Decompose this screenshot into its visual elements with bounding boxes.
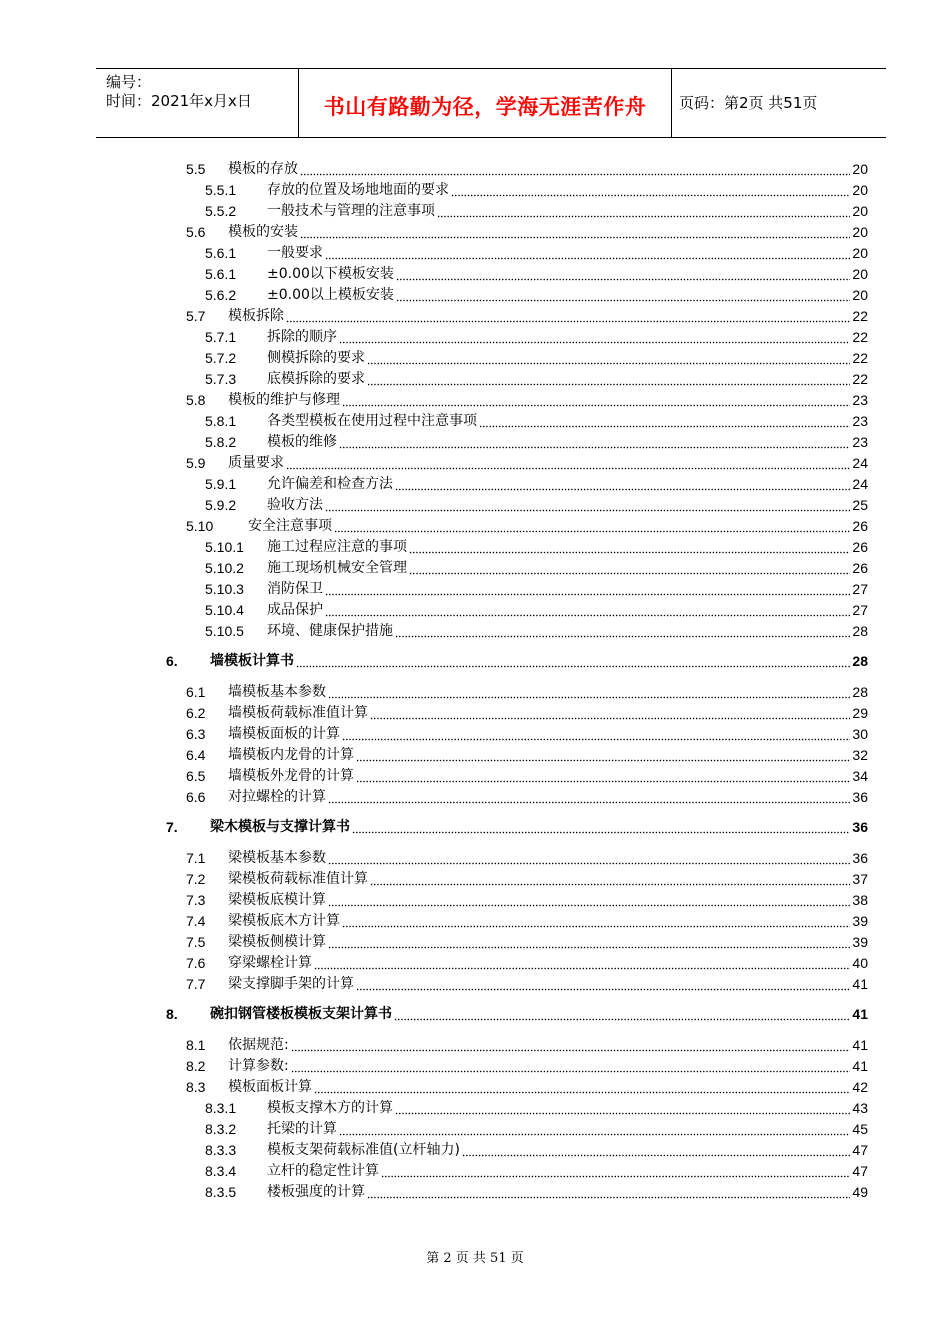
toc-entry-page: 26 <box>852 518 868 534</box>
toc-dot-leader <box>291 1035 851 1055</box>
toc-entry-title: 模板的维修 <box>267 434 337 450</box>
toc-entry-page: 41 <box>852 976 868 992</box>
toc-entry-number: 5.10.3 <box>205 581 244 597</box>
toc-entry-page: 20 <box>852 266 868 282</box>
toc-entry-title: 依据规范: <box>228 1037 289 1053</box>
toc-entry[interactable] <box>186 1077 868 1097</box>
toc-entry-page: 39 <box>852 913 868 929</box>
toc-entry-number: 7.7 <box>186 976 206 992</box>
toc-dot-leader <box>342 390 850 410</box>
toc-entry-number: 6.2 <box>186 705 206 721</box>
toc-entry-page: 37 <box>852 871 868 887</box>
toc-dot-leader <box>339 327 850 347</box>
toc-entry-title: 一般要求 <box>267 245 323 261</box>
toc-entry-page: 36 <box>852 789 868 805</box>
toc-entry[interactable] <box>186 703 868 723</box>
toc-entry-page: 39 <box>852 934 868 950</box>
toc-entry-page: 23 <box>852 434 868 450</box>
toc-entry-number: 6.1 <box>186 684 206 700</box>
toc-entry[interactable] <box>205 1140 868 1160</box>
toc-entry[interactable] <box>186 724 868 744</box>
toc-entry-page: 34 <box>852 768 868 784</box>
toc-dot-leader <box>462 1140 850 1160</box>
toc-entry[interactable] <box>186 911 868 931</box>
toc-entry-number: 5.8.2 <box>205 434 237 450</box>
toc-entry[interactable] <box>205 1098 868 1118</box>
toc-entry-page: 26 <box>852 560 868 576</box>
toc-entry-number: 8. <box>166 1006 178 1022</box>
toc-entry[interactable] <box>205 537 868 557</box>
toc-entry[interactable] <box>205 621 868 641</box>
toc-entry-title: 墙模板外龙骨的计算 <box>228 768 354 784</box>
toc-entry-number: 8.3.5 <box>205 1184 237 1200</box>
toc-entry-title: 侧模拆除的要求 <box>267 350 365 366</box>
toc-dot-leader <box>300 222 850 242</box>
toc-entry[interactable] <box>205 474 868 494</box>
toc-entry-page: 28 <box>852 684 868 700</box>
toc-entry-page: 24 <box>852 476 868 492</box>
toc-entry-number: 5.10.5 <box>205 623 244 639</box>
toc-entry-number: 5.6.2 <box>205 287 237 303</box>
toc-entry-page: 47 <box>852 1163 868 1179</box>
toc-entry-title: 模板的存放 <box>228 161 298 177</box>
toc-dot-leader <box>367 1182 850 1202</box>
toc-entry-title: 计算参数: <box>228 1058 289 1074</box>
toc-entry-title: 允许偏差和检查方法 <box>267 476 393 492</box>
toc-entry[interactable] <box>205 411 868 431</box>
toc-entry-page: 20 <box>852 161 868 177</box>
toc-entry[interactable] <box>205 285 868 305</box>
toc-entry-title: 成品保护 <box>267 602 323 618</box>
toc-entry[interactable] <box>186 890 868 910</box>
toc-dot-leader <box>342 724 850 744</box>
toc-entry-page: 41 <box>852 1037 868 1053</box>
toc-entry-title: 梁模板基本参数 <box>228 850 326 866</box>
toc-entry-number: 7.3 <box>186 892 206 908</box>
toc-dot-leader <box>328 848 850 868</box>
toc-entry-page: 47 <box>852 1142 868 1158</box>
toc-entry-page: 29 <box>852 705 868 721</box>
toc-entry[interactable] <box>186 159 868 179</box>
toc-entry-page: 23 <box>852 392 868 408</box>
toc-entry[interactable] <box>205 264 868 284</box>
toc-entry-number: 5.7.3 <box>205 371 237 387</box>
toc-entry-title: 对拉螺栓的计算 <box>228 789 326 805</box>
toc-entry-number: 5.6.1 <box>205 245 237 261</box>
toc-dot-leader <box>328 932 850 952</box>
toc-entry-page: 36 <box>852 850 868 866</box>
toc-dot-leader <box>325 495 850 515</box>
toc-entry-page: 41 <box>852 1058 868 1074</box>
toc-entry-title: 模板拆除 <box>228 308 284 324</box>
toc-entry-number: 8.3.2 <box>205 1121 237 1137</box>
toc-entry-title: 模板的安装 <box>228 224 298 240</box>
toc-entry-title: 立杆的稳定性计算 <box>267 1163 379 1179</box>
toc-entry[interactable] <box>186 974 868 994</box>
toc-entry-number: 5.5 <box>186 161 206 177</box>
toc-entry[interactable] <box>205 579 868 599</box>
toc-dot-leader <box>395 621 850 641</box>
toc-entry[interactable] <box>205 243 868 263</box>
toc-entry-title: 施工过程应注意的事项 <box>267 539 407 555</box>
toc-dot-leader <box>314 1077 850 1097</box>
toc-entry-page: 20 <box>852 245 868 261</box>
toc-entry-title: 质量要求 <box>228 455 284 471</box>
toc-entry-number: 5.9.1 <box>205 476 237 492</box>
toc-entry[interactable] <box>205 327 868 347</box>
toc-entry-page: 25 <box>852 497 868 513</box>
toc-dot-leader <box>296 651 850 671</box>
toc-entry-page: 49 <box>852 1184 868 1200</box>
toc-entry-page: 26 <box>852 539 868 555</box>
toc-dot-leader <box>451 180 850 200</box>
toc-entry-number: 8.2 <box>186 1058 206 1074</box>
toc-dot-leader <box>300 159 850 179</box>
toc-dot-leader <box>370 869 850 889</box>
toc-dot-leader <box>356 745 850 765</box>
toc-entry-number: 5.10.4 <box>205 602 244 618</box>
toc-entry-number: 7. <box>166 819 178 835</box>
toc-entry-page: 22 <box>852 308 868 324</box>
toc-entry-title: 拆除的顺序 <box>267 329 337 345</box>
toc-entry-number: 5.10.2 <box>205 560 244 576</box>
toc-entry-page: 23 <box>852 413 868 429</box>
toc-dot-leader <box>409 537 850 557</box>
toc-entry-page: 20 <box>852 182 868 198</box>
toc-entry-title: 安全注意事项 <box>248 518 332 534</box>
toc-entry-number: 8.1 <box>186 1037 206 1053</box>
toc-entry-title: 墙模板内龙骨的计算 <box>228 747 354 763</box>
toc-entry-number: 7.6 <box>186 955 206 971</box>
toc-dot-leader <box>314 953 850 973</box>
toc-entry-title: 验收方法 <box>267 497 323 513</box>
toc-dot-leader <box>381 1161 850 1181</box>
toc-dot-leader <box>286 453 850 473</box>
toc-entry-page: 24 <box>852 455 868 471</box>
toc-entry-title: ±0.00以上模板安装 <box>267 287 394 303</box>
toc-entry-page: 43 <box>852 1100 868 1116</box>
toc-entry-page: 28 <box>852 653 868 669</box>
toc-dot-leader <box>325 600 850 620</box>
toc-dot-leader <box>437 201 850 221</box>
toc-entry-number: 5.9.2 <box>205 497 237 513</box>
toc-entry-page: 38 <box>852 892 868 908</box>
toc-dot-leader <box>328 787 850 807</box>
toc-dot-leader <box>409 558 850 578</box>
toc-entry[interactable] <box>186 766 868 786</box>
toc-dot-leader <box>396 264 851 284</box>
toc-entry-page: 22 <box>852 329 868 345</box>
toc-entry[interactable] <box>166 817 868 837</box>
toc-entry-title: 环境、健康保护措施 <box>267 623 393 639</box>
toc-entry-number: 8.3.3 <box>205 1142 237 1158</box>
toc-entry[interactable] <box>205 348 868 368</box>
toc-dot-leader <box>394 1004 850 1024</box>
toc-entry[interactable] <box>186 953 868 973</box>
toc-entry-title: 墙模板计算书 <box>210 653 294 669</box>
toc-entry-title: 各类型模板在使用过程中注意事项 <box>267 413 477 429</box>
toc-entry-title: 墙模板基本参数 <box>228 684 326 700</box>
toc-dot-leader <box>286 306 850 326</box>
toc-entry[interactable] <box>205 1182 868 1202</box>
toc-dot-leader <box>395 474 850 494</box>
toc-entry-number: 5.10 <box>186 518 214 534</box>
toc-entry[interactable] <box>186 516 868 536</box>
toc-entry-page: 32 <box>852 747 868 763</box>
toc-entry-number: 5.6.1 <box>205 266 237 282</box>
toc-entry-page: 40 <box>852 955 868 971</box>
toc-entry-number: 6.4 <box>186 747 206 763</box>
toc-entry-title: 墙模板面板的计算 <box>228 726 340 742</box>
toc-dot-leader <box>342 911 850 931</box>
toc-entry-number: 5.7.2 <box>205 350 237 366</box>
toc-entry-page: 20 <box>852 203 868 219</box>
toc-entry[interactable] <box>166 1004 868 1024</box>
toc-entry-title: 施工现场机械安全管理 <box>267 560 407 576</box>
toc-entry-number: 7.5 <box>186 934 206 950</box>
toc-dot-leader <box>291 1056 851 1076</box>
toc-entry[interactable] <box>205 369 868 389</box>
toc-entry-title: 梁模板侧模计算 <box>228 934 326 950</box>
page-footer: 第 2 页 共 51 页 <box>426 1251 524 1266</box>
toc-entry[interactable] <box>186 390 868 410</box>
toc-entry-title: 存放的位置及场地地面的要求 <box>267 182 449 198</box>
toc-entry-number: 5.8 <box>186 392 206 408</box>
toc-dot-leader <box>328 890 850 910</box>
date-label: 时间：2021年x月x日 <box>106 92 252 110</box>
toc-entry[interactable] <box>166 651 868 671</box>
toc-dot-leader <box>367 348 850 368</box>
toc-dot-leader <box>325 243 850 263</box>
toc-entry-title: 梁模板荷载标准值计算 <box>228 871 368 887</box>
toc-dot-leader <box>339 1119 850 1139</box>
toc-entry-page: 20 <box>852 287 868 303</box>
toc-dot-leader <box>479 411 850 431</box>
toc-entry[interactable] <box>186 453 868 473</box>
toc-entry-number: 5.9 <box>186 455 206 471</box>
toc-entry-title: 楼板强度的计算 <box>267 1184 365 1200</box>
toc-entry[interactable] <box>205 495 868 515</box>
toc-entry-number: 5.5.1 <box>205 182 237 198</box>
toc-entry[interactable] <box>205 201 868 221</box>
toc-entry-title: 梁模板底木方计算 <box>228 913 340 929</box>
toc-entry-page: 22 <box>852 371 868 387</box>
toc-entry-number: 5.7 <box>186 308 206 324</box>
toc-entry-title: 模板支架荷载标准值(立杆轴力) <box>267 1142 460 1158</box>
toc-dot-leader <box>356 974 850 994</box>
toc-dot-leader <box>352 817 850 837</box>
toc-entry[interactable] <box>186 932 868 952</box>
toc-entry[interactable] <box>186 848 868 868</box>
toc-entry-page: 30 <box>852 726 868 742</box>
toc-entry[interactable] <box>186 787 868 807</box>
header-page-number: 页码：第2页 共51页 <box>679 94 818 112</box>
toc-entry-number: 6.5 <box>186 768 206 784</box>
toc-entry-number: 5.10.1 <box>205 539 244 555</box>
toc-dot-leader <box>334 516 850 536</box>
toc-entry[interactable] <box>186 869 868 889</box>
toc-entry-number: 8.3.4 <box>205 1163 237 1179</box>
toc-entry-number: 6.6 <box>186 789 206 805</box>
toc-entry[interactable] <box>186 745 868 765</box>
toc-entry[interactable] <box>205 1161 868 1181</box>
toc-entry-page: 20 <box>852 224 868 240</box>
toc-entry[interactable] <box>186 306 868 326</box>
toc-entry-number: 8.3 <box>186 1079 206 1095</box>
toc-entry-page: 36 <box>852 819 868 835</box>
toc-entry[interactable] <box>186 1035 868 1055</box>
toc-entry-title: 底模拆除的要求 <box>267 371 365 387</box>
toc-entry-title: 墙模板荷载标准值计算 <box>228 705 368 721</box>
toc-dot-leader <box>339 432 850 452</box>
toc-entry-title: 模板支撑木方的计算 <box>267 1100 393 1116</box>
header-motto: 书山有路勤为径，学海无涯苦作舟 <box>323 94 647 119</box>
toc-dot-leader <box>325 579 850 599</box>
toc-entry-title: 梁模板底模计算 <box>228 892 326 908</box>
toc-entry-number: 7.4 <box>186 913 206 929</box>
toc-entry-page: 27 <box>852 602 868 618</box>
toc-entry-number: 7.1 <box>186 850 206 866</box>
toc-dot-leader <box>395 1098 850 1118</box>
toc-entry-title: 梁木模板与支撑计算书 <box>210 819 350 835</box>
toc-entry-number: 6.3 <box>186 726 206 742</box>
toc-dot-leader <box>328 682 850 702</box>
toc-entry-title: 消防保卫 <box>267 581 323 597</box>
toc-entry-title: 穿梁螺栓计算 <box>228 955 312 971</box>
toc-entry[interactable] <box>205 1119 868 1139</box>
toc-entry-page: 28 <box>852 623 868 639</box>
toc-dot-leader <box>370 703 850 723</box>
toc-entry-title: 模板面板计算 <box>228 1079 312 1095</box>
toc-entry-title: ±0.00以下模板安装 <box>267 266 394 282</box>
toc-entry-title: 模板的维护与修理 <box>228 392 340 408</box>
toc-entry-title: 碗扣钢管楼板模板支架计算书 <box>210 1006 392 1022</box>
toc-entry[interactable] <box>186 222 868 242</box>
toc-entry[interactable] <box>205 432 868 452</box>
toc-entry[interactable] <box>205 600 868 620</box>
toc-entry-number: 5.8.1 <box>205 413 237 429</box>
toc-entry-number: 8.3.1 <box>205 1100 237 1116</box>
toc-entry[interactable] <box>186 1056 868 1076</box>
toc-dot-leader <box>356 766 850 786</box>
toc-entry-title: 梁支撑脚手架的计算 <box>228 976 354 992</box>
toc-entry-number: 5.6 <box>186 224 206 240</box>
toc-entry-number: 5.5.2 <box>205 203 237 219</box>
toc-entry-page: 45 <box>852 1121 868 1137</box>
toc-entry-page: 22 <box>852 350 868 366</box>
toc-dot-leader <box>367 369 850 389</box>
toc-entry-title: 一般技术与管理的注意事项 <box>267 203 435 219</box>
toc-entry-page: 42 <box>852 1079 868 1095</box>
toc-entry-title: 托梁的计算 <box>267 1121 337 1137</box>
toc-entry[interactable] <box>205 180 868 200</box>
serial-number-label: 编号： <box>106 73 152 91</box>
toc-entry-page: 27 <box>852 581 868 597</box>
toc-entry-number: 7.2 <box>186 871 206 887</box>
toc-entry-number: 5.7.1 <box>205 329 237 345</box>
toc-entry[interactable] <box>186 682 868 702</box>
toc-entry-page: 41 <box>852 1006 868 1022</box>
toc-entry[interactable] <box>205 558 868 578</box>
toc-entry-number: 6. <box>166 653 178 669</box>
toc-dot-leader <box>396 285 851 305</box>
